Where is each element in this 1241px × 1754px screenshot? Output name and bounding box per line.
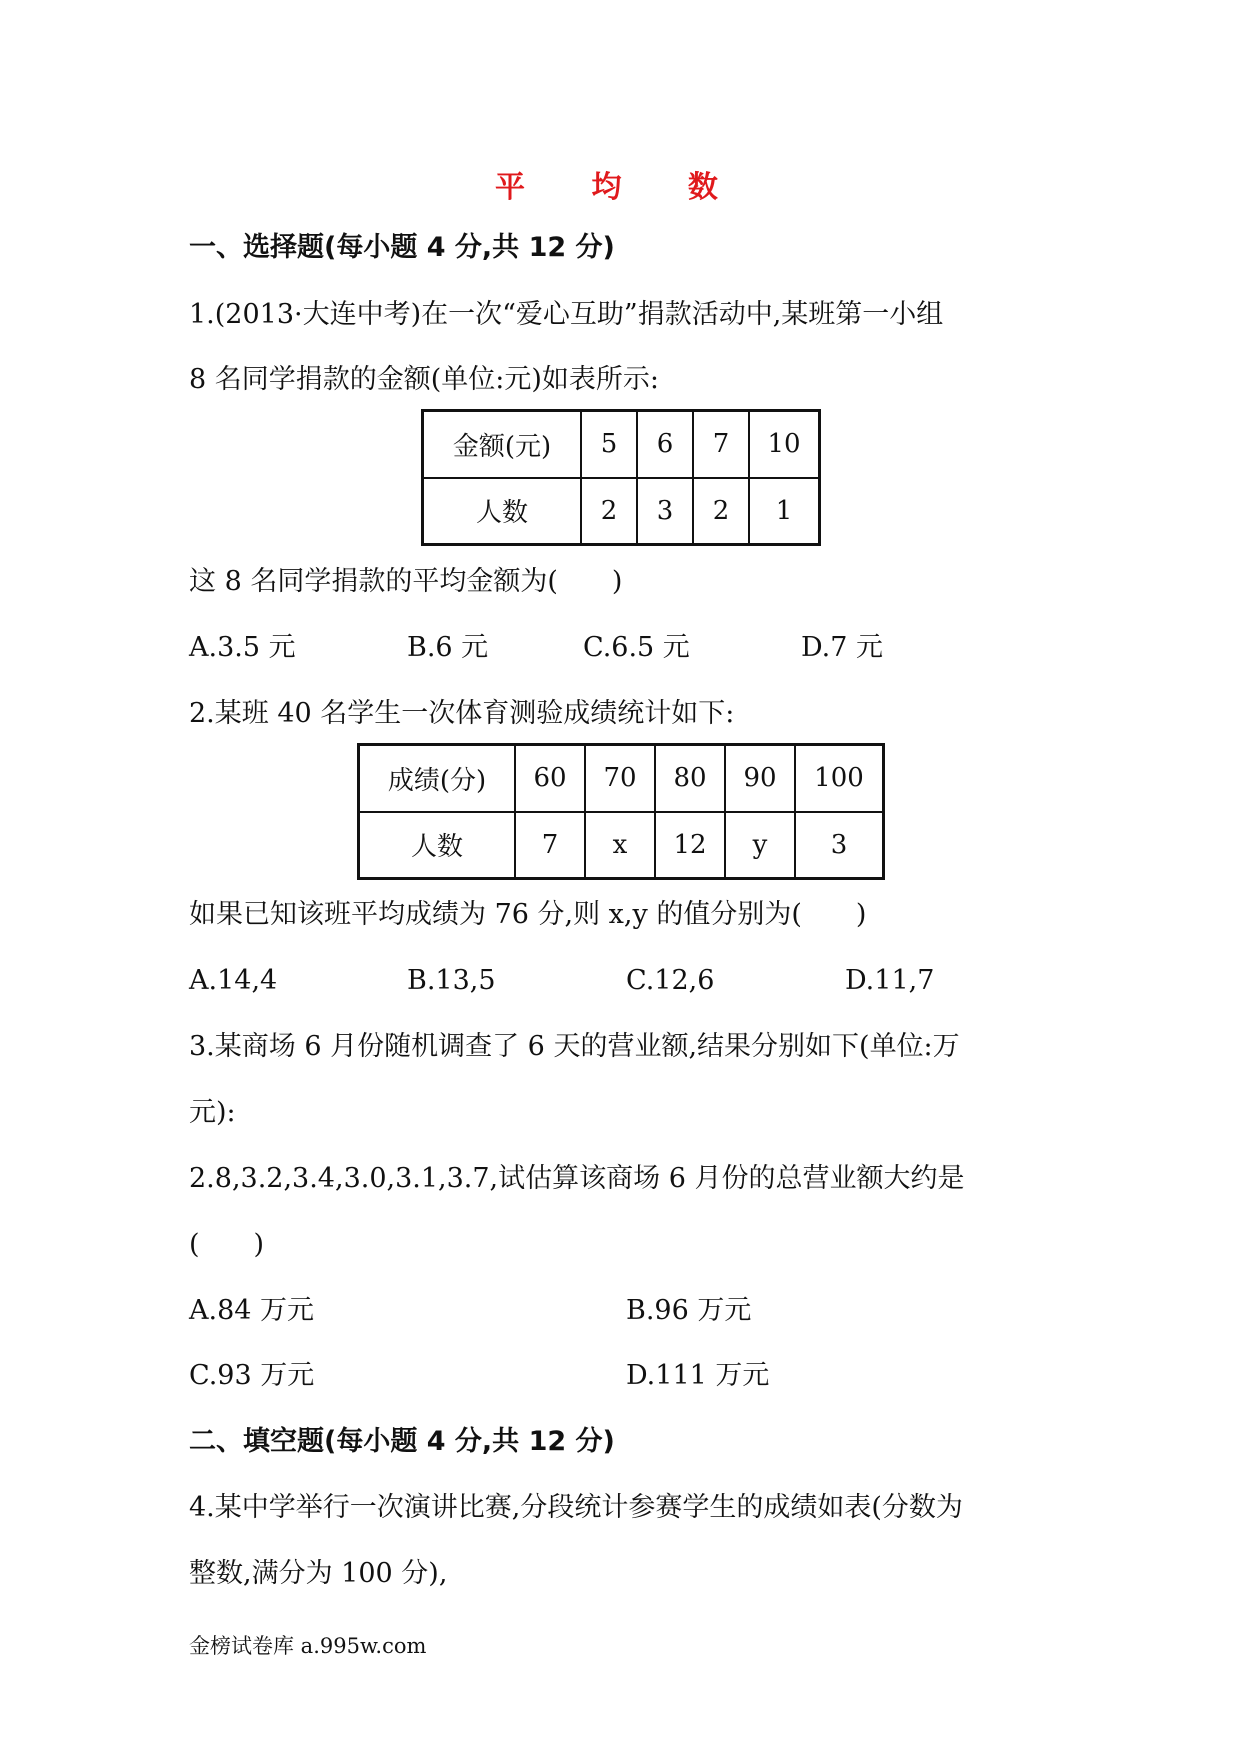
q3-option-b: B.96 万元 <box>626 1295 752 1326</box>
table-cell: 80 <box>655 745 725 812</box>
footer-source: 金榜试卷库 a.995w.com <box>189 1634 427 1658</box>
table-cell: 3 <box>637 478 693 545</box>
table-cell: 金额(元) <box>423 411 582 478</box>
table-cell: 90 <box>725 745 795 812</box>
table-cell: 3 <box>795 812 884 879</box>
q4-text-line2: 整数,满分为 100 分), <box>189 1558 448 1589</box>
q2-option-c: C.12,6 <box>626 965 715 996</box>
q1-text-line2: 8 名同学捐款的金额(单位:元)如表所示: <box>189 364 660 395</box>
page-title: 平 均 数 <box>495 170 746 205</box>
table-cell: 人数 <box>359 812 516 879</box>
q1-donation-table <box>421 409 821 546</box>
section-heading-choice: 一、选择题(每小题 4 分,共 12 分) <box>189 232 615 263</box>
q3-option-d: D.111 万元 <box>626 1360 770 1391</box>
q2-option-b: B.13,5 <box>407 965 496 996</box>
q1-question: 这 8 名同学捐款的平均金额为( ) <box>189 566 623 597</box>
q2-text-line1: 2.某班 40 名学生一次体育测验成绩统计如下: <box>189 698 735 729</box>
table-cell: 1 <box>749 478 820 545</box>
table-cell: y <box>725 812 795 879</box>
table-cell: 成绩(分) <box>359 745 516 812</box>
table-cell: 60 <box>515 745 585 812</box>
table-cell: 人数 <box>423 478 582 545</box>
table-cell: 12 <box>655 812 725 879</box>
table-cell: 2 <box>581 478 637 545</box>
q3-option-c: C.93 万元 <box>189 1360 315 1391</box>
q1-option-a: A.3.5 元 <box>189 632 296 663</box>
q1-text-line1: 1.(2013·大连中考)在一次“爱心互助”捐款活动中,某班第一小组 <box>189 299 944 330</box>
q1-option-b: B.6 元 <box>407 632 489 663</box>
q1-option-d: D.7 元 <box>801 632 884 663</box>
section-heading-fill: 二、填空题(每小题 4 分,共 12 分) <box>189 1426 615 1457</box>
table-cell: 5 <box>581 411 637 478</box>
table-cell: 10 <box>749 411 820 478</box>
q4-text-line1: 4.某中学举行一次演讲比赛,分段统计参赛学生的成绩如表(分数为 <box>189 1492 963 1523</box>
q3-text-line3: 2.8,3.2,3.4,3.0,3.1,3.7,试估算该商场 6 月份的总营业额大约是 <box>189 1163 965 1194</box>
q1-option-c: C.6.5 元 <box>583 632 690 663</box>
q2-score-table <box>357 743 885 880</box>
table-cell: 7 <box>515 812 585 879</box>
q3-text-line4: ( ) <box>189 1229 265 1260</box>
q3-text-line2: 元): <box>189 1097 236 1128</box>
table-cell: 2 <box>693 478 749 545</box>
q2-option-d: D.11,7 <box>845 965 935 996</box>
q2-option-a: A.14,4 <box>189 965 278 996</box>
q2-question: 如果已知该班平均成绩为 76 分,则 x,y 的值分别为( ) <box>189 899 867 930</box>
table-cell: 6 <box>637 411 693 478</box>
table-cell: 7 <box>693 411 749 478</box>
table-cell: x <box>585 812 655 879</box>
q3-option-a: A.84 万元 <box>189 1295 315 1326</box>
table-cell: 100 <box>795 745 884 812</box>
table-cell: 70 <box>585 745 655 812</box>
q3-text-line1: 3.某商场 6 月份随机调查了 6 天的营业额,结果分别如下(单位:万 <box>189 1031 960 1062</box>
